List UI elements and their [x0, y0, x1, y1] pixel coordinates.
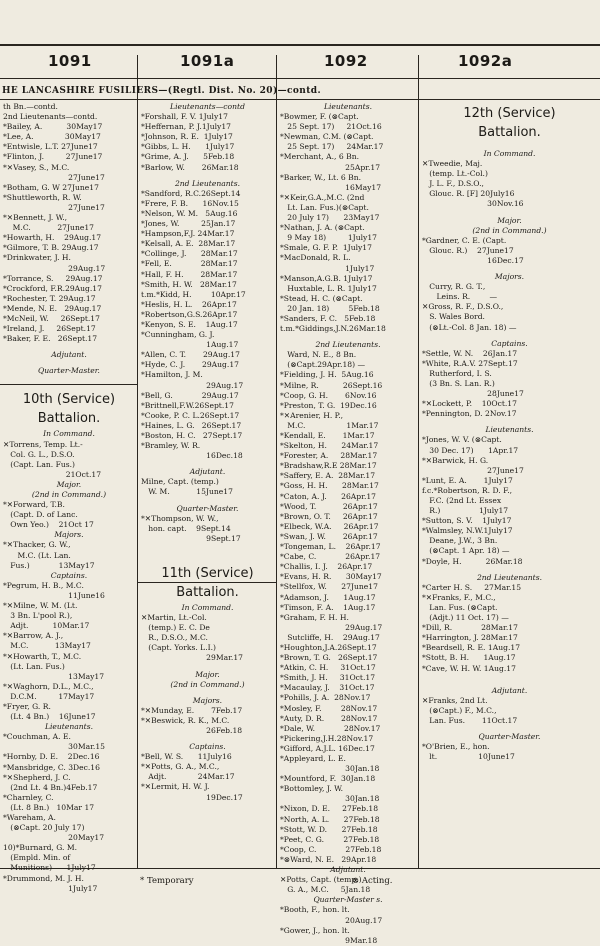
column-divider-3: [418, 55, 419, 869]
roster-entry: 20Aug.17: [280, 915, 383, 925]
roster-entry: *Milne, R. 26Sept.16: [280, 380, 383, 390]
roster-entry: 25Apr.17: [280, 162, 381, 172]
roster-entry: 20 Jan. 18) 5Feb.18: [280, 303, 380, 313]
roster-entry: *Couchman, A. E.: [3, 732, 71, 742]
roster-entry: Munitions) 1July17: [3, 863, 96, 873]
roster-entry: *Sanders, F. C. 5Feb.18: [280, 313, 376, 323]
roster-entry: *✕Barrow, A. J.,: [3, 631, 64, 641]
roster-entry: *Gilmore, T. B. 29Aug.17: [3, 243, 99, 253]
roster-entry: *Preston, T. G. 19Dec.16: [280, 400, 377, 410]
roster-entry: ✕Gross, R. F., D.S.O.,: [422, 302, 504, 312]
roster-entry: M.C. 13May17: [3, 641, 91, 651]
roster-entry: *Kendall, E. 1Mar.17: [280, 431, 375, 440]
roster-entry: t.m.*Giddings,J.N.26Mar.18: [280, 324, 386, 334]
roster-entry: 30Jan.18: [280, 764, 380, 774]
roster-entry: (Empld. Min. of: [3, 853, 71, 863]
roster-entry: ✕Martin, Lt.-Col.: [141, 613, 207, 623]
roster-entry: *Lee, A. 30May17: [3, 132, 101, 142]
section-heading: Majors.: [494, 272, 525, 282]
roster-entry: *Forshall, F. V. 1July17: [141, 112, 228, 122]
roster-entry: 27June17: [422, 465, 524, 475]
section-heading: (2nd in Command.): [170, 679, 245, 689]
roster-entry: *✕Keir,G.A.,M.C. (2nd: [280, 192, 365, 202]
roster-entry: *Atkin, C. H. 31Oct.17: [280, 663, 376, 673]
roster-entry: (3 Bn. S. Lan. R.): [422, 378, 495, 388]
roster-entry: *Jones, W. V. (⊗Capt.: [422, 435, 502, 445]
roster-entry: *Charnley, C.: [3, 792, 54, 802]
roster-entry: *Bailey, A. 30May17: [3, 122, 103, 132]
roster-entry: G. A., M.C. 5Jan.18: [280, 885, 371, 895]
title-bottom-rule: [0, 99, 600, 100]
roster-entry: 11June16: [3, 590, 105, 600]
roster-entry: *✕Thacker, G. W.,: [3, 540, 71, 550]
roster-entry: *Gower, J., hon. lt.: [280, 925, 350, 935]
roster-entry: *Fell, E. 28Mar.17: [141, 259, 238, 269]
roster-entry: *Flinton, J. 27June17: [3, 152, 103, 162]
roster-entry: *Mosley, F. 28Nov.17: [280, 703, 378, 713]
roster-entry: (Adjt.) 11 Oct. 17) —: [422, 613, 509, 623]
roster-entry: (Capt. D. of Lanc.: [3, 510, 78, 520]
roster-entry: *Grime, A. J. 5Feb.18: [141, 152, 235, 162]
roster-entry: 1July17: [280, 263, 375, 273]
roster-entry: *Collinge, J. 28Mar.17: [141, 249, 238, 259]
roster-entry: *Sutton, S. V. 1July17: [422, 516, 512, 526]
roster-entry: *Appleyard, L. E.: [280, 754, 346, 763]
section-divider: [0, 384, 137, 385]
roster-entry: *Bradshaw,R.E 28Mar.17: [280, 461, 377, 471]
section-heading: Captains.: [491, 338, 528, 348]
roster-entry: (Lt. 8 Bn.) 10Mar 17: [3, 802, 95, 812]
roster-entry: hon. capt. 9Sept.14: [141, 523, 231, 533]
roster-entry: Glouc. R. [F] 20July16: [422, 189, 515, 199]
roster-entry: *Frere, F. B. 16Nov.15: [141, 198, 239, 208]
roster-entry: *✕Bennett, J. W.,: [3, 213, 68, 223]
roster-entry: ✕Tweedie, Maj.: [422, 159, 483, 169]
roster-entry: *Goss, H. H. 28Mar.17: [280, 481, 379, 491]
section-heading: 2nd Lieutenants.: [476, 572, 543, 582]
roster-entry: Lan. Fus. (⊗Capt.: [422, 602, 498, 612]
roster-entry: Leins. R. —: [422, 292, 498, 302]
roster-entry: Ward, N. E., 8 Bn.: [280, 350, 357, 360]
roster-entry: *Wareham, A.: [3, 813, 56, 822]
roster-entry: *✕Shepherd, J. C.: [3, 772, 71, 782]
roster-entry: *Cunningham, G. J.: [141, 330, 215, 340]
roster-entry: *Pegrum, H. B., M.C.: [3, 580, 84, 590]
roster-entry: *Macaulay, J. 31Oct.17: [280, 683, 375, 693]
roster-entry: 30 Dec. 17) 1Apr.17: [422, 445, 519, 455]
roster-entry: *Peet, C. G. 27Feb.18: [280, 834, 380, 844]
roster-entry: *Bottomley, J. W.: [280, 784, 344, 794]
roster-entry: ✕Franks, 2nd Lt.: [422, 695, 488, 705]
roster-entry: 20 July 17) 23May17: [280, 213, 380, 223]
roster-entry: (⊗Capt. 1 Apr. 18) —: [422, 546, 510, 556]
roster-entry: *Coop, G. H. 6Nov.16: [280, 390, 377, 400]
roster-entry: *Bell, W. S. 11July16: [141, 752, 232, 762]
roster-entry: *Brown, T. G. 26Sept.17: [280, 653, 378, 663]
roster-entry: *Stott, W. D. 27Feb.18: [280, 824, 378, 834]
roster-entry: *Nixon, D. E. 27Feb.18: [280, 804, 379, 814]
text-column: [3, 102, 135, 893]
battalion-heading: 11th (Service): [161, 565, 254, 581]
top-rule: [0, 44, 600, 46]
roster-entry: *Timson, F. A. 1Aug.17: [280, 602, 376, 612]
roster-entry: 3 Bn. L'pool R.),: [3, 611, 73, 621]
section-heading: Quarter-Master.: [38, 366, 100, 376]
roster-entry: *Howarth, H. 29Aug.17: [3, 233, 102, 243]
roster-entry: ✕Torrens, Temp. Lt.-: [3, 439, 83, 449]
section-heading: Major.: [56, 479, 82, 489]
battalion-heading: 10th (Service): [22, 392, 116, 408]
roster-entry: *Torrance, S. 29Aug.17: [3, 273, 103, 283]
roster-entry: *Baker, F. E. 26Sept.17: [3, 334, 98, 344]
roster-entry: *Heslis, H. L. 26Apr.17: [141, 299, 237, 309]
header-bottom-rule: [0, 78, 600, 79]
roster-entry: Glouc. R.) 27June17: [422, 245, 514, 255]
roster-entry: Adjt. 10Mar.17: [3, 621, 90, 631]
roster-entry: *Challis, I. J. 26Apr.17: [280, 562, 373, 572]
battalion-heading: 12th (Service): [463, 106, 556, 121]
roster-entry: *Doyle, H. 26Mar.18: [422, 556, 523, 566]
roster-entry: Rutherford, I. S.: [422, 368, 492, 378]
roster-entry: *✕Thompson, W. W.,: [141, 513, 219, 523]
roster-entry: (Capt. Lan. Fus.): [3, 459, 76, 469]
roster-entry: *✕Potts, G. A., M.C.,: [141, 762, 220, 772]
roster-entry: *White, R.A.V. 27Sept.17: [422, 358, 518, 368]
roster-entry: *Dill, R. 28Mar.17: [422, 623, 518, 633]
section-heading: Major.: [497, 215, 522, 225]
roster-entry: *Graham, F. H. H.: [280, 612, 349, 622]
roster-entry: *Skelton, H. 24Mar.17: [280, 441, 379, 451]
roster-entry: 29Mar.17: [141, 653, 244, 663]
roster-entry: 9Sept.17: [141, 533, 241, 543]
roster-entry: *Mountford, F. 30Jan.18: [280, 774, 376, 784]
roster-entry: S. Wales Bord.: [422, 312, 485, 322]
roster-entry: 21Oct.17: [3, 469, 102, 479]
roster-entry: *Pohills, J. A. 28Nov.17: [280, 693, 371, 703]
roster-entry: 13May17: [3, 671, 105, 681]
roster-entry: *Entwisle, L.T. 27June17: [3, 142, 98, 152]
roster-entry: *Barker, W., Lt. 6 Bn.: [280, 172, 362, 182]
roster-entry: *Bowmer, F. (⊗Capt.: [280, 112, 359, 122]
battalion-heading: Battalion.: [176, 584, 239, 600]
roster-entry: 27June17: [3, 172, 105, 182]
roster-entry: *✕Barwick, H. G.: [422, 455, 489, 465]
roster-entry: *Hampson,F.J. 24Mar.17: [141, 229, 235, 239]
roster-entry: *Smith, J. H. 31Oct.17: [280, 673, 376, 683]
roster-entry: (Capt. Yorks. L.I.): [141, 643, 216, 653]
roster-entry: *Johnson, R. E. 1July17: [141, 132, 233, 142]
roster-entry: 2nd Lieutenants—contd.: [3, 112, 98, 122]
section-heading: Adjutant.: [189, 467, 226, 477]
roster-entry: *✕Waghorn, D.L., M.C.,: [3, 681, 94, 691]
roster-entry: (⊗Capt.29Apr.18) —: [280, 360, 366, 370]
section-heading: Majors.: [54, 530, 84, 540]
roster-entry: *Sandford, R.C.26Sept.14: [141, 188, 241, 198]
roster-entry: 29Aug.17: [280, 622, 383, 632]
roster-entry: *Boston, H. C. 27Sept.17: [141, 431, 243, 440]
roster-entry: Lt. Lan. Fus.)(⊗Capt.: [280, 202, 369, 212]
roster-entry: *Robertson,G.S.26Apr.17: [141, 309, 238, 319]
roster-entry: (Lt. 4 Bn.) 16June17: [3, 712, 96, 722]
section-heading: Lieutenants—contd: [170, 102, 245, 111]
roster-entry: Huxtable, L. R. 1July17: [280, 283, 377, 293]
roster-entry: 29Aug.17: [3, 263, 106, 273]
roster-entry: 10)*Burnard, G. M.: [3, 843, 78, 853]
roster-entry: *Stott, B. H. 1Aug.17: [422, 653, 516, 663]
roster-entry: *Heffernan, P. J.1July17: [141, 122, 231, 132]
roster-entry: 28June17: [422, 389, 524, 399]
roster-entry: *Carter H. S. 27Mar.15: [422, 582, 522, 592]
roster-entry: *⊗Ward, N. E. 29Apr.18: [280, 854, 377, 864]
roster-entry: 25 Sept. 17) 21Oct.16: [280, 122, 382, 132]
roster-entry: *✕Forward, T.B.: [3, 500, 65, 510]
roster-entry: *Harrington, J. 28Mar.17: [422, 633, 518, 643]
roster-entry: 25 Sept. 17) 24Mar.17: [280, 142, 384, 152]
roster-entry: *Nelson, W. M. 5Aug.16: [141, 208, 238, 218]
roster-entry: f.c.*Robertson, R. D. F.,: [422, 485, 513, 495]
roster-entry: *Walmsley, N.W.1July17: [422, 526, 513, 536]
roster-entry: *Fielding, J. H. 5Aug.16: [280, 370, 374, 380]
roster-entry: *✕Munday, E. 7Feb.17: [141, 705, 243, 715]
roster-entry: R.) 1July17: [422, 506, 509, 516]
roster-entry: *Evans, H. R. 30May17: [280, 572, 382, 582]
roster-entry: *McNeil, W. 26Sept.17: [3, 313, 100, 323]
roster-entry: lt. 10June17: [422, 752, 515, 762]
roster-entry: *✕Howarth, T., M.C.: [3, 651, 82, 661]
roster-entry: *Cooke, P. C. L.26Sept.17: [141, 410, 240, 420]
roster-entry: *Gifford, A.J.L. 16Dec.17: [280, 743, 375, 753]
roster-entry: *✕Lermit, H. W. J.: [141, 782, 210, 792]
roster-entry: F.C. (2nd Lt. Essex: [422, 496, 502, 505]
battalion-heading: Battalion.: [478, 125, 541, 140]
roster-entry: 1July17: [3, 883, 98, 893]
roster-entry: Col. G. L., D.S.O.: [3, 449, 75, 459]
roster-entry: *Tongeman, L. 26Apr.17: [280, 542, 381, 552]
roster-entry: 27June17: [3, 202, 105, 212]
roster-entry: *Fryer, G. R.: [3, 701, 51, 711]
section-heading: In Command.: [43, 429, 95, 439]
text-column: [141, 102, 274, 867]
roster-entry: *Smale, G. F. P. 1July17: [280, 243, 372, 253]
roster-entry: *North, A. L. 27Feb.18: [280, 814, 380, 824]
section-heading: Lieutenants.: [485, 425, 534, 435]
roster-entry: (temp. Lt.-Col.): [422, 169, 488, 179]
footer-temporary-note: * Temporary: [140, 876, 194, 886]
roster-entry: M.C. 27June17: [3, 223, 94, 233]
roster-entry: *✕Beswick, R. K., M.C.: [141, 715, 230, 725]
roster-entry: *Hornby, D. E. 2Dec.16: [3, 752, 100, 762]
section-heading: 2nd Lieutenants.: [174, 178, 241, 188]
section-heading: Quarter-Master.: [478, 731, 541, 741]
roster-entry: 30Mar.15: [3, 742, 106, 752]
roster-entry: *Merchant, A., 6 Bn.: [280, 152, 359, 162]
roster-entry: Fus.) 13May17: [3, 560, 95, 570]
roster-entry: *Jones, W. 25Jan.17: [141, 219, 236, 229]
roster-entry: *Elbeck, W.A. 26Apr.17: [280, 521, 379, 531]
roster-entry: Own Yeo.) 21Oct 17: [3, 520, 94, 530]
roster-entry: *Houghton,J.A.26Sept.17: [280, 642, 377, 652]
roster-entry: *Stellfox, W. 27June17: [280, 582, 378, 592]
roster-entry: 16Dec.17: [422, 255, 524, 265]
column-divider-1: [137, 55, 138, 869]
section-heading: In Command.: [483, 149, 536, 158]
roster-entry: (Lt. Lan. Fus.): [3, 661, 65, 671]
roster-entry: *Botham, G. W 27June17: [3, 182, 99, 192]
roster-entry: *Wood, T. 26Apr.17: [280, 501, 378, 511]
roster-entry: *✕Vasey, S., M.C.: [3, 162, 70, 172]
battalion-heading: Battalion.: [37, 411, 101, 427]
roster-entry: *Lunt, E. A. 1July17: [422, 475, 513, 485]
text-column: [422, 102, 597, 867]
section-divider: [137, 582, 276, 583]
roster-entry: 19Dec.17: [141, 792, 243, 802]
roster-entry: *Adamson, J. 1Aug.17: [280, 592, 376, 602]
section-heading: Lieutenants.: [44, 722, 94, 732]
roster-entry: 16May17: [280, 182, 382, 192]
roster-entry: *Drummond, M. J. H.: [3, 873, 84, 883]
roster-entry: 16Dec.18: [141, 451, 243, 461]
roster-entry: *Bramley, W. R.: [141, 441, 201, 451]
roster-entry: *Haines, L. G. 26Sept.17: [141, 420, 242, 430]
section-heading: Majors.: [192, 695, 223, 705]
roster-entry: *O'Brien, E., hon.: [422, 742, 490, 752]
roster-entry: Curry, R. G. T.,: [422, 282, 486, 292]
roster-entry: *Newman, C.M. (⊗Capt.: [280, 132, 374, 142]
roster-entry: *Auty, D. R. 28Nov.17: [280, 713, 378, 723]
column-number: 1092: [324, 52, 368, 70]
roster-entry: *MacDonald, R. L.: [280, 253, 351, 263]
roster-entry: Deane, J.W., 3 Bn.: [422, 536, 498, 546]
section-heading: Adjutant.: [491, 685, 528, 695]
column-number: 1092a: [458, 52, 513, 70]
roster-entry: (⊗Capt. 20 July 17): [3, 823, 85, 833]
roster-entry: 20May17: [3, 833, 105, 843]
section-heading: Quarter-Master.: [176, 503, 239, 513]
roster-entry: *Drinkwater, J. H.: [3, 253, 71, 263]
section-heading: Lieutenants.: [323, 102, 373, 111]
section-heading: In Command.: [181, 602, 234, 612]
section-heading: Quarter-Master s.: [313, 895, 383, 905]
column-number: 1091: [48, 52, 92, 70]
roster-entry: *Hamilton, J. M.: [141, 370, 203, 380]
roster-entry: *Crockford, F.R.29Aug.17: [3, 283, 102, 293]
roster-entry: M.C. (Lt. Lan.: [3, 550, 71, 560]
roster-entry: *Rochester, T. 29Aug.17: [3, 293, 96, 303]
roster-entry: ✕Potts, Capt. (temp.): [280, 875, 362, 885]
roster-entry: *Pennington, D. 2Nov.17: [422, 409, 517, 419]
roster-entry: *Swan, J. W. 26Apr.17: [280, 531, 378, 541]
roster-entry: *Cave, W. H. W. 1Aug.17: [422, 663, 516, 673]
roster-entry: *Booth, F., hon. lt.: [280, 905, 350, 915]
roster-entry: M.C. 1Mar.17: [280, 420, 379, 430]
roster-entry: *Mende, N. E. 29Aug.17: [3, 303, 102, 313]
roster-entry: *✕Milne, W. M. (Lt.: [3, 601, 78, 611]
roster-entry: *✕Franks, F., M.C.,: [422, 592, 496, 602]
roster-entry: 9 May 18) 1July17: [280, 233, 377, 243]
roster-entry: 1Aug.17: [141, 340, 239, 350]
roster-entry: *Hall, F. H. 28Mar.17: [141, 269, 238, 279]
roster-entry: *Bell, G. 29Aug.17: [141, 390, 239, 400]
section-heading: (2nd in Command.): [31, 490, 107, 499]
section-heading: Captains.: [189, 742, 226, 752]
section-heading: Major.: [195, 669, 220, 679]
roster-entry: *Settle, W. N. 26Jan.17: [422, 348, 518, 358]
roster-entry: *Coop, C. 27Feb.18: [280, 844, 382, 854]
roster-entry: *Hyde, C. J. 29Aug.17: [141, 360, 239, 370]
section-heading: Adjutant.: [330, 865, 366, 875]
roster-entry: *Kelsall, A. E. 28Mar.17: [141, 239, 236, 249]
roster-entry: *Manson,A.G.B. 1July17: [280, 273, 373, 283]
section-heading: 2nd Lieutenants.: [315, 340, 381, 350]
roster-entry: J. L. F., D.S.O.,: [422, 179, 484, 189]
roster-entry: (2nd Lt. 4 Bn.)4Feb.17: [3, 782, 98, 792]
roster-entry: *Pickering,J.H.28Nov.17: [280, 733, 374, 743]
roster-entry: *Forester, A. 28Mar.17: [280, 451, 378, 461]
roster-entry: *Nathan, J. A. (⊗Capt.: [280, 223, 365, 233]
roster-entry: *Gardner, C. E. (Capt.: [422, 235, 507, 245]
column-number: 1091a: [180, 52, 235, 70]
section-heading: Captains.: [50, 570, 88, 580]
roster-entry: 30Nov.16: [422, 199, 524, 209]
roster-entry: *Stead, H. C. (⊗Capt.: [280, 293, 363, 303]
roster-entry: Milne, Capt. (temp.): [141, 477, 219, 487]
roster-entry: Lan. Fus. 11Oct.17: [422, 715, 518, 725]
roster-entry: 30Jan.18: [280, 794, 380, 804]
roster-entry: *Mansbridge, C. 3Dec.16: [3, 762, 100, 772]
roster-entry: (temp.) E. C. De: [141, 623, 210, 633]
roster-entry: *✕Lockett, P. 10Oct.17: [422, 399, 517, 409]
roster-entry: *Barlow, W. 26Mar.18: [141, 162, 239, 172]
roster-entry: D.C.M. 17May17: [3, 691, 95, 701]
roster-entry: Adjt. 24Mar.17: [141, 772, 235, 782]
roster-entry: R., D.S.O., M.C.: [141, 633, 208, 643]
roster-entry: *✕Arenier, H. P.,: [280, 410, 344, 420]
roster-entry: *Brittnell,F.W.26Sept.17: [141, 400, 234, 410]
roster-entry: (⊗Capt.) F., M.C.,: [422, 705, 497, 715]
footer-acting-note: ⊗ Acting.: [352, 876, 393, 886]
roster-entry: (⊗Lt.-Col. 8 Jan. 18) —: [422, 322, 517, 332]
section-heading: (2nd in Command.): [472, 225, 547, 235]
roster-entry: *Gibbs, L. H. 1July17: [141, 142, 235, 152]
roster-entry: *Beardsell, R. E. 1Aug.17: [422, 643, 521, 653]
roster-entry: *Saffery, E. A. 28Mar.17: [280, 471, 376, 481]
roster-entry: *Shuttleworth, R. W.: [3, 192, 82, 202]
roster-entry: *Dale, W. 28Nov.17: [280, 723, 381, 733]
spacer: [141, 556, 274, 562]
roster-entry: Sutcliffe, H. 29Aug.17: [280, 632, 380, 642]
roster-entry: 9Mar.18: [280, 935, 378, 945]
roster-entry: 29Aug.17: [141, 380, 244, 390]
roster-entry: *Ireland, J. 26Sept.17: [3, 324, 96, 334]
section-heading: Adjutant.: [51, 350, 87, 360]
roster-entry: t.m.*Kidd, H. 10Apr.17: [141, 289, 246, 299]
roster-entry: *Brown, O. T. 26Apr.17: [280, 511, 378, 521]
roster-entry: W. M. 15June17: [141, 487, 233, 497]
roster-entry: th Bn.—contd.: [3, 102, 58, 111]
roster-entry: *Allen, C. T. 29Aug.17: [141, 350, 240, 360]
roster-entry: *Smith, H. W. 28Mar.17: [141, 279, 237, 289]
regiment-title: HE LANCASHIRE FUSILIERS—(Regtl. Dist. No. 20)—contd.: [2, 86, 322, 96]
roster-entry: *Caton, A. J. 26Apr.17: [280, 491, 377, 501]
column-divider-2: [276, 55, 277, 869]
roster-entry: *Cabe, C. 26Apr.17: [280, 552, 381, 562]
roster-entry: *Kenyon, S. E. 1Aug.17: [141, 319, 238, 329]
roster-entry: 26Feb.18: [141, 725, 243, 735]
